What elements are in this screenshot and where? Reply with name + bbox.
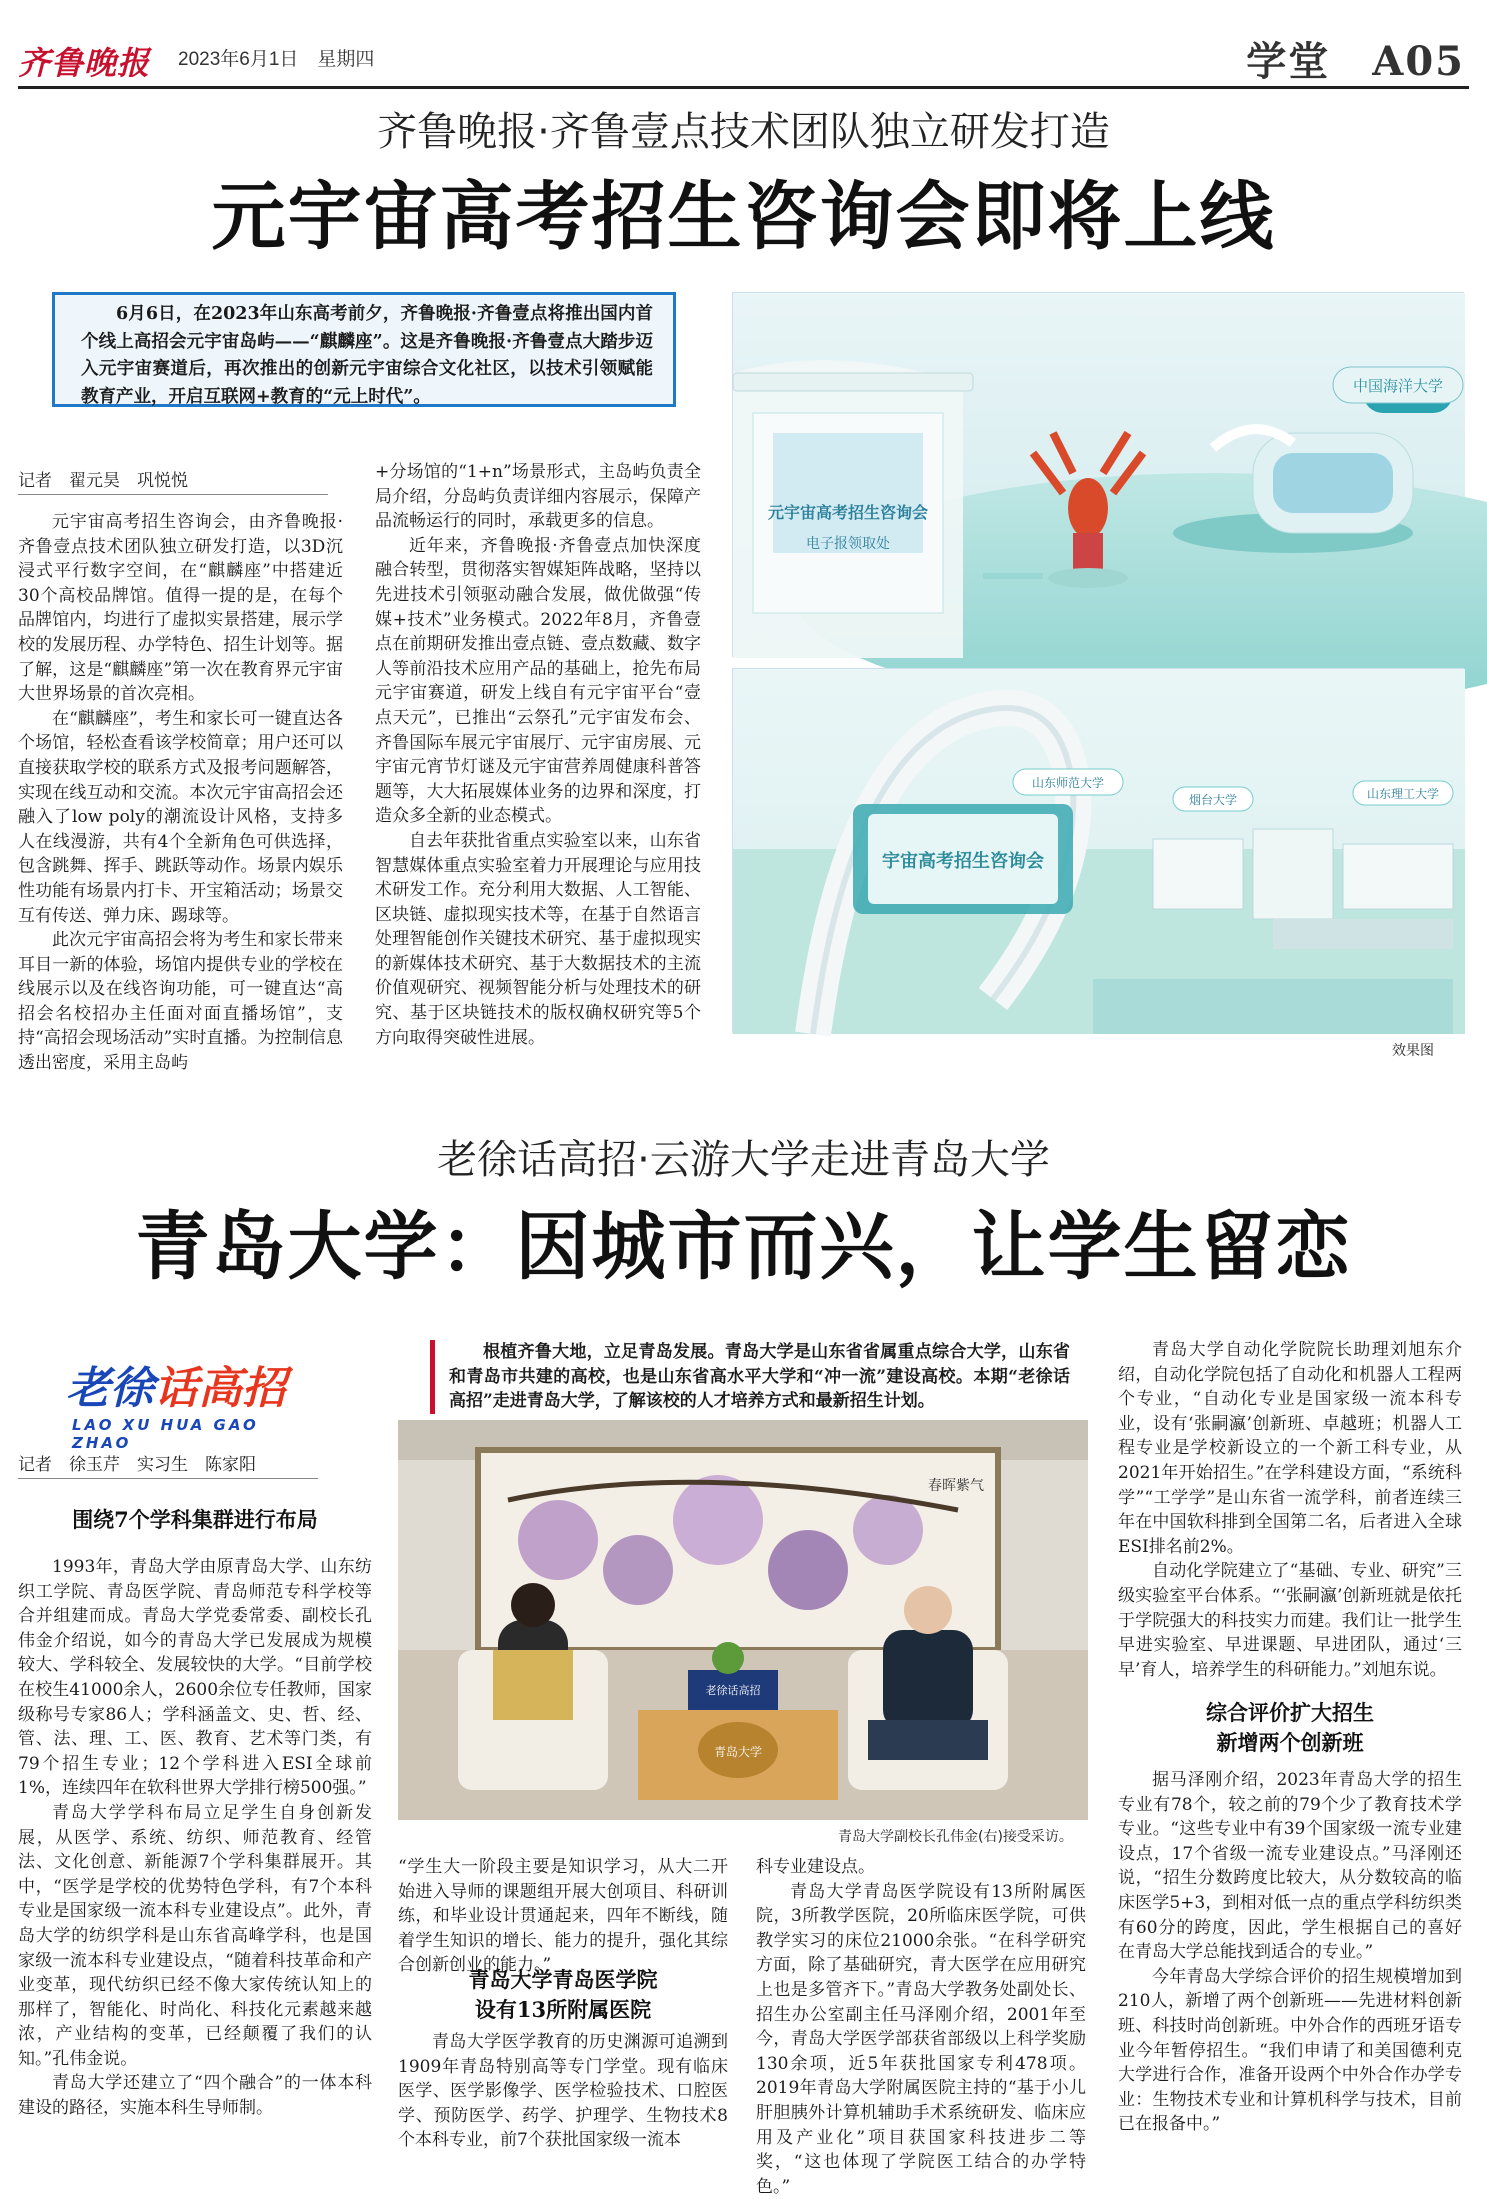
university-sign: 中国海洋大学 [1352, 377, 1444, 395]
paragraph: +分场馆的“1+n”场景形式，主岛屿负责全局介绍，分岛屿负责详细内容展示，保障产品流畅运行的同时，承载更多的信息。 [375, 462, 701, 532]
story1-kicker: 齐鲁晚报·齐鲁壹点技术团队独立研发打造 [377, 109, 1110, 155]
logo-title: 老徐话高招 [66, 1363, 286, 1414]
story2-column-4 [1118, 1338, 1462, 1682]
story1-column-1 [18, 510, 343, 1076]
svg-text:山东师范大学: 山东师范大学 [1031, 776, 1105, 790]
svg-text:青岛大学: 青岛大学 [713, 1745, 763, 1759]
paragraph: 今年青岛大学综合评价的招生规模增加到210人，新增了两个创新班——先进材料创新班、科技时尚创新班。中外合作的西班牙语专业今年暂停招生。“我们申请了和美国德利克大学进行合作，准备开设两个中外合作办学专业：生物技术专业和计算机科学与技术，目前已在报备中。” [1118, 1966, 1462, 2135]
story2-column-1 [18, 1555, 372, 2121]
issue-date: 2023年6月1日 星期四 [178, 49, 375, 70]
story2-column-2b [398, 2030, 728, 2153]
photo-caption: 青岛大学副校长孔伟金(右)接受采访。 [838, 1829, 1073, 1845]
story1-column-2 [375, 460, 701, 1050]
story1-lead: 6月6日，在2023年山东高考前夕，齐鲁晚报·齐鲁壹点将推出国内首个线上高招会元宇宙岛屿——“麒麟座”。这是齐鲁晚报·齐鲁壹点大踏步迈入元宇宙赛道后，再次推出的创新元宇宙综合文化社区，以技术引领赋能教育产业，开启互联网+教育的“元上时代”。 [52, 292, 676, 407]
metaverse-render-image-2 [732, 668, 1464, 1033]
hall-sub-sign: 电子报领取处 [806, 536, 890, 552]
paragraph: 青岛大学还建立了“四个融合”的一体本科建设的路径，实施本科生导师制。 [18, 2073, 372, 2119]
svg-text:山东理工大学: 山东理工大学 [1366, 787, 1440, 801]
arch-banner: 宇宙高考招生咨询会 [882, 851, 1044, 872]
story2-column-4b [1118, 1768, 1462, 2137]
paragraph: 元宇宙高考招生咨询会，由齐鲁晚报·齐鲁壹点技术团队独立研发打造，以3D沉浸式平行数字空间，在“麒麟座”中搭建近30个高校品牌馆。值得一提的是，在每个品牌馆内，均进行了虚拟实景搭建，展示学校的发展历程、办学特色、招生计划等。据了解，这是“麒麟座”第一次在教育界元宇宙大世界场景的首次亮相。 [18, 512, 343, 705]
story2-headline: 青岛大学：因城市而兴，让学生留恋 [135, 1204, 1352, 1290]
story2-subhead-1: 围绕7个学科集群进行布局 [72, 1507, 318, 1532]
pavilion-building [733, 360, 973, 658]
column-logo [66, 1352, 326, 1452]
paragraph: 青岛大学学科布局立足学生自身创新发展，从医学、系统、纺织、师范教育、经管法、文化创意、新能源7个学科集群展开。其中，“医学是学校的优势特色学科，有7个本科专业是国家级一流本科专业建设点”。此外，青岛大学的纺织学科是山东省高峰学科，也是国家级一流本科专业建设点，“随着科技革命和产业变革，现代纺织已经不像大家传统认知上的那样了，智能化、时尚化、科技化元素越来越浓，产业结构的变革，已经颠覆了我们的认知。”孔伟金说。 [18, 1802, 372, 2069]
story2-column-2 [398, 1855, 728, 1978]
logo-pinyin: LAO XU HUA GAO ZHAO [72, 1416, 259, 1452]
header-rule [18, 86, 1469, 89]
image-caption: 效果图 [1392, 1043, 1434, 1059]
paragraph: 青岛大学医学教育的历史渊源可追溯到1909年青岛特别高等专门学堂。现有临床医学、医学影像学、医学检验技术、口腔医学、预防医学、药学、护理学、生物技术8个本科专业，前7个获批国家级一流本 [398, 2032, 728, 2151]
story2-kicker: 老徐话高招·云游大学走进青岛大学 [437, 1137, 1050, 1183]
story1-byline: 记者 翟元昊 巩悦悦 [18, 466, 328, 495]
story2-subhead-2: 青岛大学青岛医学院 设有13所附属医院 [468, 1967, 658, 2022]
paragraph: 据马泽刚介绍，2023年青岛大学的招生专业有78个，较之前的79个少了教育技术学专业。“这些专业中有39个国家级一流专业建设点，17个省级一流专业建设点。”马泽刚还说，“招生分数跨度比较大，从分数较高的临床医学5+3，到相对低一点的重点学科纺织类有60分的跨度，因此，学生根据自己的喜好在青岛大学总能找到适合的专业。” [1118, 1770, 1462, 1963]
paragraph: 1993年，青岛大学由原青岛大学、山东纺织工学院、青岛医学院、青岛师范专科学校等合并组建而成。青岛大学党委常委、副校长孔伟金介绍说，如今的青岛大学已发展成为规模较大、学科较全、发展较快的大学。“目前学校在校生41000余人，2600余位专任教师，国家级称号专家86人；学科涵盖文、史、哲、经、管、法、理、工、医、教育、艺术等门类，有79个招生专业；12个学科进入ESI全球前1%，连续四年在软科世界大学排行榜500强。” [18, 1557, 372, 1799]
paragraph: 自动化学院建立了“基础、专业、研究”三级实验室平台体系。“‘张嗣瀛’创新班就是依托于学院强大的科技实力而建。我们让一批学生早进实验室、早进课题、早进团队，通过‘三早’育人，培养学生的科研能力。”刘旭东说。 [1118, 1561, 1462, 1680]
hall-sign: 元宇宙高考招生咨询会 [767, 503, 929, 522]
story2-lead: 根植齐鲁大地，立足青岛发展。青岛大学是山东省省属重点综合大学，山东省和青岛市共建的高校，也是山东省高水平大学和“冲一流”建设高校。本期“老徐话高招”走进青岛大学，了解该校的人才培养方式和最新招生计划。 [430, 1340, 1070, 1414]
paragraph: “学生大一阶段主要是知识学习，从大二开始进入导师的课题组开展大创项目、科研训练，和毕业设计贯通起来，四年不断线，随着学生知识的增长、能力的提升，强化其综合创新创业的能力。” [398, 1857, 728, 1976]
story2-subhead-3: 综合评价扩大招生 新增两个创新班 [1206, 1700, 1374, 1755]
metaverse-render-image-1 [732, 292, 1464, 657]
svg-text:老徐话高招: 老徐话高招 [705, 1684, 761, 1697]
story2-column-3 [756, 1855, 1086, 2199]
paragraph: 此次元宇宙高招会将为考生和家长带来耳目一新的体验，场馆内提供专业的学校在线展示以及在线咨询功能，可一键直达“高招会名校招办主任面对面直播场馆”，支持“高招会现场活动”实时直播。为控制信息透出密度，采用主岛屿 [18, 930, 343, 1074]
paragraph: 自去年获批省重点实验室以来，山东省智慧媒体重点实验室着力开展理论与应用技术研发工作。充分利用大数据、人工智能、区块链、虚拟现实技术等，在基于自然语言处理智能创作关键技术研究、基于虚拟现实的新媒体技术研究、基于大数据技术的主流价值观研究、视频智能分析与处理技术的研究、基于区块链技术的版权确权研究等5个方向取得突破性进展。 [375, 830, 701, 1048]
svg-text:烟台大学: 烟台大学 [1188, 793, 1238, 807]
paragraph: 青岛大学青岛医学院设有13所附属医院，3所教学医院，20所临床医学院，可供教学实习的床位21000余张。“在科学研究方面，除了基础研究，青大医学在应用研究上也是多管齐下。”青岛大学教务处副处长、招生办公室副主任马泽刚介绍，2001年至今，青岛大学医学部获省部级以上科学奖励130余项，近5年获批国家专利478项。2019年青岛大学附属医院主持的“基于小儿肝胆胰外计算机辅助手术系统研发、临床应用及产业化”项目获国家科技进步二等奖，“这也体现了学院医工结合的办学特色。” [756, 1881, 1086, 2197]
paragraph: 近年来，齐鲁晚报·齐鲁壹点加快深度融合转型，贯彻落实智媒矩阵战略，坚持以先进技术引领驱动融合发展，做优做强“传媒+技术”业务模式。2022年8月，齐鲁壹点在前期研发推出壹点链、壹点数藏、数字人等前沿技术应用产品的基础上，抢先布局元宇宙赛道，研发上线自有元宇宙平台“壹点天元”，已推出“云祭孔”元宇宙发布会、齐鲁国际车展元宇宙展厅、元宇宙房展、元宇宙元宵节灯谜及元宇宙营养周健康科普答题等，大大拓展媒体业务的边界和深度，打造众多全新的业态模式。 [375, 535, 701, 827]
section-page: 学堂 A05 [1246, 38, 1465, 85]
story1-headline: 元宇宙高考招生咨询会即将上线 [211, 174, 1276, 260]
paragraph: 在“麒麟座”，考生和家长可一键直达各个场馆，轻松查看该学校简章；用户还可以直接获取学校的联系方式及报考问题解答，实现在线互动和交流。本次元宇宙高招会还融入了low poly的潮流设计风格，支持多人在线漫游，共有4个全新角色可供选择，包含跳舞、挥手、跳跃等动作。场景内娱乐性功能有场景内打卡、开宝箱活动；场景交互有传送、弹力床、踢球等。 [18, 708, 343, 926]
newspaper-brand: 齐鲁晚报 [18, 44, 151, 82]
paragraph: 青岛大学自动化学院院长助理刘旭东介绍，自动化学院包括了自动化和机器人工程两个专业，“自动化专业是国家级一流本科专业，设有‘张嗣瀛’创新班、卓越班；机器人工程专业是学校新设立的一个新工科专业，从2021年开始招生。”在学科建设方面，“系统科学”“工学学”是山东省一流学科，前者连续三年在中国软科排到全国第二名，后者进入全球ESI排名前2%。 [1118, 1340, 1462, 1557]
story2-byline: 记者 徐玉芹 实习生 陈家阳 [18, 1450, 318, 1479]
interview-photo [398, 1420, 1088, 1820]
svg-text:春晖紫气: 春晖紫气 [928, 1478, 984, 1494]
paragraph: 科专业建设点。 [756, 1857, 875, 1877]
